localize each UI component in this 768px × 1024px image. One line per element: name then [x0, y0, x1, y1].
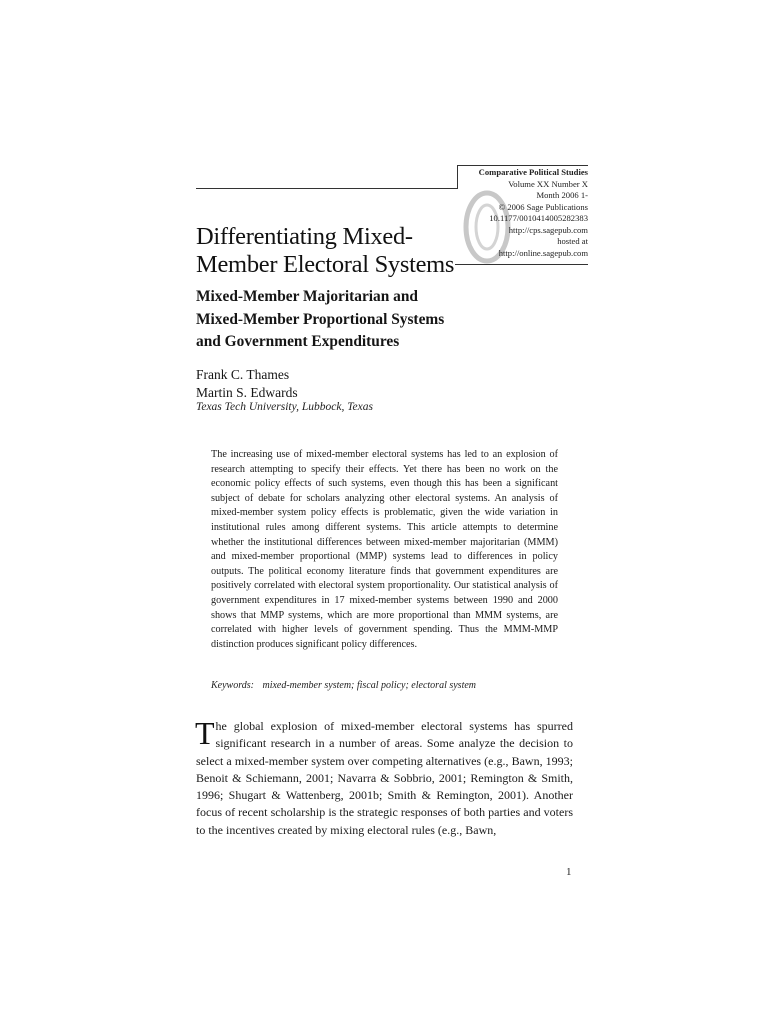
subtitle-line-1: Mixed-Member Majoritarian and — [196, 288, 418, 305]
header-rule-top — [457, 165, 588, 166]
authors — [196, 366, 298, 402]
subtitle-line-3: and Government Expenditures — [196, 333, 400, 350]
article-title — [196, 223, 496, 279]
affiliation: Texas Tech University, Lubbock, Texas — [196, 401, 373, 413]
author-2: Martin S. Edwards — [196, 385, 298, 400]
keywords — [211, 680, 476, 691]
body-paragraph — [195, 715, 573, 839]
journal-url[interactable]: http://cps.sagepub.com — [508, 224, 588, 235]
journal-month: Month 2006 1- — [536, 190, 588, 200]
page-number: 1 — [566, 866, 572, 878]
article-subtitle — [196, 286, 576, 354]
title-line-2: Member Electoral Systems — [196, 251, 455, 278]
title-rule — [455, 264, 588, 265]
author-1: Frank C. Thames — [196, 367, 290, 382]
journal-doi: 10.1177/0010414005282383 — [489, 213, 588, 223]
body-text: he global explosion of mixed-member electoral systems has spurred significant research in a number of areas. Some analyze the decision to select a mixed-member system over competing alternatives (e.g., Bawn, 1993; Benoit & Schiemann, 2001; Navarra & Sobbrio, 2001; Remington & Smith, 1996; Shugart & Wattenberg, 2001b; Smith & Remington, 2001). Another focus of recent scholarship is the strategic responses of both parties and voters to the incentives created by mixing electoral rules (e.g., Bawn, — [196, 719, 573, 837]
keywords-list: mixed-member system; fiscal policy; electoral system — [262, 680, 477, 691]
subtitle-line-2: Mixed-Member Proportional Systems — [196, 310, 445, 328]
journal-online-url[interactable]: http://online.sagepub.com — [498, 247, 588, 258]
abstract: The increasing use of mixed-member electoral systems has led to an explosion of research attempting to specify their effects. Yet there has been no work on the economic policy effects of such systems, even though this has been a significant subject of debate for scholars analyzing other electoral systems. An analysis of mixed-member system policy effects is problematic, given the wide variation in institutional rules among different systems. This article attempts to determine whether the institutional differences between mixed-member majoritarian (MMM) and mixed-member proportional (MMP) systems lead to differences in policy outputs. The political economy literature finds that government expenditures are positively correlated with electoral system proportionality. Our statistical analysis of government expenditures in 17 mixed-member systems between 1990 and 2000 shows that MMP systems, which are more proportional than MMM systems, are correlated with higher levels of government spending. Thus the MMM-MMP distinction produces significant policy differences. — [211, 449, 558, 650]
journal-copyright: © 2006 Sage Publications — [498, 201, 588, 212]
journal-hosted: hosted at — [557, 236, 588, 246]
journal-name: Comparative Political Studies — [478, 167, 588, 177]
title-line-1: Differentiating Mixed- — [196, 223, 413, 250]
drop-cap: T — [195, 715, 215, 751]
journal-volume: Volume XX Number X — [508, 178, 588, 189]
keywords-label: Keywords: — [211, 680, 254, 691]
